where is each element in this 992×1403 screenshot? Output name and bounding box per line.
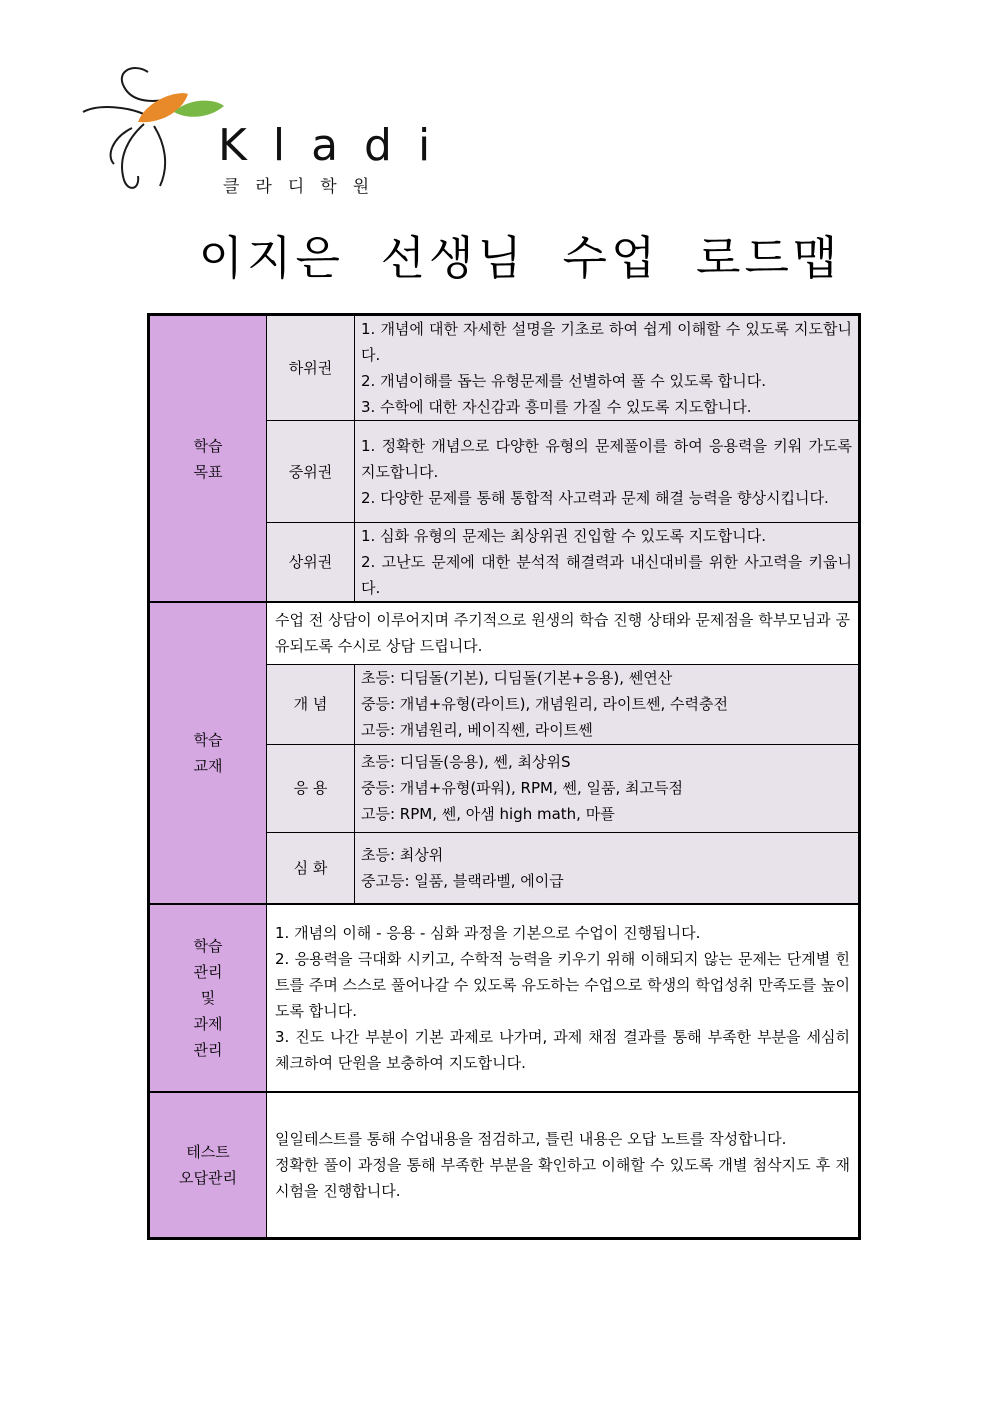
goals-level-low: 하위권 — [267, 315, 355, 421]
textbooks-intro-row — [149, 602, 860, 664]
textbooks-level-advanced: 심 화 — [267, 832, 355, 904]
goals-level-mid: 중위권 — [267, 421, 355, 523]
textbooks-category: 학습 교재 — [149, 602, 267, 904]
goals-content-low: 1. 개념에 대한 자세한 설명을 기초로 하여 쉽게 이해할 수 있도록 지도합니다. 2. 개념이해를 돕는 유형문제를 선별하여 풀 수 있도록 합니다. 3. 수학에 대한 자신감과 흥미를 가질 수 있도록 지도합니다. — [355, 315, 860, 421]
textbooks-level-concept: 개 념 — [267, 664, 355, 744]
kladi-leaf-icon — [78, 60, 228, 195]
textbooks-content-concept: 초등: 디딤돌(기본), 디딤돌(기본+응용), 쎈연산 중등: 개념+유형(라이트), 개념원리, 라이트쎈, 수력충전 고등: 개념원리, 베이직쎈, 라이트쎈 — [355, 664, 860, 744]
logo-subtitle: 클라디학원 — [223, 177, 386, 197]
goals-content-high: 1. 심화 유형의 문제는 최상위권 진입할 수 있도록 지도합니다. 2. 고난도 문제에 대한 분석적 해결력과 내신대비를 위한 사고력을 키웁니다. — [355, 523, 860, 603]
management-row — [149, 904, 860, 1092]
tests-row — [149, 1092, 860, 1238]
textbooks-content-advanced: 초등: 최상위 중고등: 일품, 블랙라벨, 에이급 — [355, 832, 860, 904]
management-category: 학습 관리 및 과제 관리 — [149, 904, 267, 1092]
goals-content-mid: 1. 정확한 개념으로 다양한 유형의 문제풀이를 하여 응용력을 키워 가도록 지도합니다. 2. 다양한 문제를 통해 통합적 사고력과 문제 해결 능력을 향상시킵니다. — [355, 421, 860, 523]
goals-row-low — [149, 315, 860, 421]
goals-level-high: 상위권 — [267, 523, 355, 603]
management-content: 1. 개념의 이해 - 응용 - 심화 과정을 기본으로 수업이 진행됩니다. 2. 응용력을 극대화 시키고, 수학적 능력을 키우기 위해 이해되지 않는 문제는 단계별 힌트를 주며 스스로 풀어나갈 수 있도록 유도하는 수업으로 학생의 학업성취 만족도를 높이도록 합니다. 3. 진도 나간 부분이 기본 과제로 나가며, 과제 채점 결과를 통해 부족한 부분을 세심히 체크하여 단원을 보충하여 지도합니다. — [267, 904, 860, 1092]
tests-content: 일일테스트를 통해 수업내용을 점검하고, 틀린 내용은 오답 노트를 작성합니다. 정확한 풀이 과정을 통해 부족한 부분을 확인하고 이해할 수 있도록 개별 첨삭지도 후 재시험을 진행합니다. — [267, 1092, 860, 1238]
tests-category: 테스트 오답관리 — [149, 1092, 267, 1238]
goals-category: 학습 목표 — [149, 315, 267, 603]
page-title: 이지은 선생님 수업 로드맵 — [198, 231, 842, 285]
roadmap-table — [147, 313, 861, 1240]
textbooks-intro: 수업 전 상담이 이루어지며 주기적으로 원생의 학습 진행 상태와 문제점을 학부모님과 공유되도록 수시로 상담 드립니다. — [267, 602, 860, 664]
textbooks-content-applied: 초등: 디딤돌(응용), 쎈, 최상위S 중등: 개념+유형(파워), RPM, 쎈, 일품, 최고득점 고등: RPM, 쎈, 아샘 high math, 마플 — [355, 744, 860, 832]
textbooks-level-applied: 응 용 — [267, 744, 355, 832]
logo-wordmark: Kladi — [218, 120, 457, 171]
kladi-logo — [78, 60, 457, 197]
